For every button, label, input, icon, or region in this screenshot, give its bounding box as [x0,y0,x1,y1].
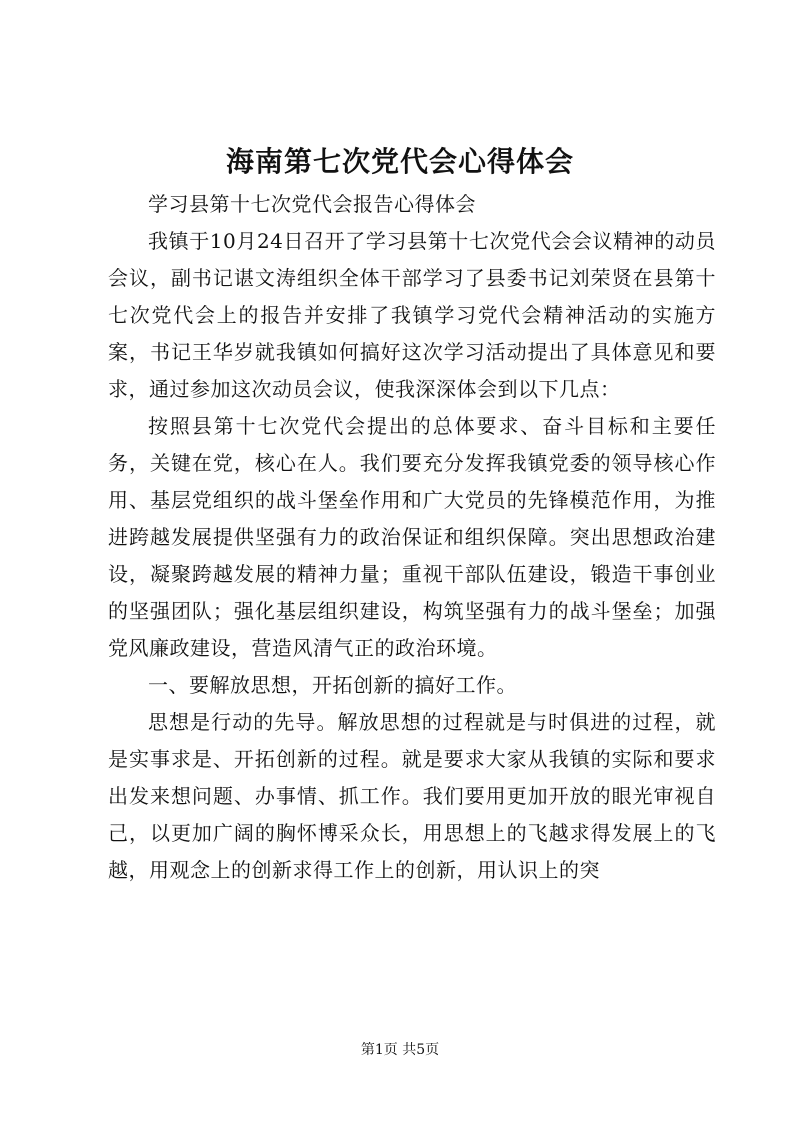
document-body [108,186,716,889]
section-heading-1: 一、要解放思想，开拓创新的搞好工作。 [148,673,517,697]
paragraph-subtitle: 学习县第十七次党代会报告心得体会 [148,192,476,216]
paragraph-3: 思想是行动的先导。解放思想的过程就是与时俱进的过程，就是实事求是、开拓创新的过程。就是要求大家从我镇的实际和要求出发来想问题、办事情、抓工作。我们要用更加开放的眼光审视自己，以更加广阔的胸怀博采众长，用思想上的飞越求得发展上的飞越，用观念上的创新求得工作上的创新，用认识上的突 [108,710,716,882]
paragraph-2: 按照县第十七次党代会提出的总体要求、奋斗目标和主要任务，关键在党，核心在人。我们要充分发挥我镇党委的领导核心作用、基层党组织的战斗堡垒作用和广大党员的先锋模范作用，为推进跨越发展提供坚强有力的政治保证和组织保障。突出思想政治建设，凝聚跨越发展的精神力量；重视干部队伍建设，锻造干事创业的坚强团队；强化基层组织建设，构筑坚强有力的战斗堡垒；加强党风廉政建设，营造风清气正的政治环境。 [108,414,716,660]
paragraph-1: 我镇于10月24日召开了学习县第十七次党代会会议精神的动员会议，副书记谌文涛组织全体干部学习了县委书记刘荣贤在县第十七次党代会上的报告并安排了我镇学习党代会精神活动的实施方案，书记王华岁就我镇如何搞好这次学习活动提出了具体意见和要求，通过参加这次动员会议，使我深深体会到以下几点： [108,229,716,401]
document-title: 海南第七次党代会心得体会 [225,145,574,178]
page-footer: 第1页 共5页 [360,1042,440,1058]
